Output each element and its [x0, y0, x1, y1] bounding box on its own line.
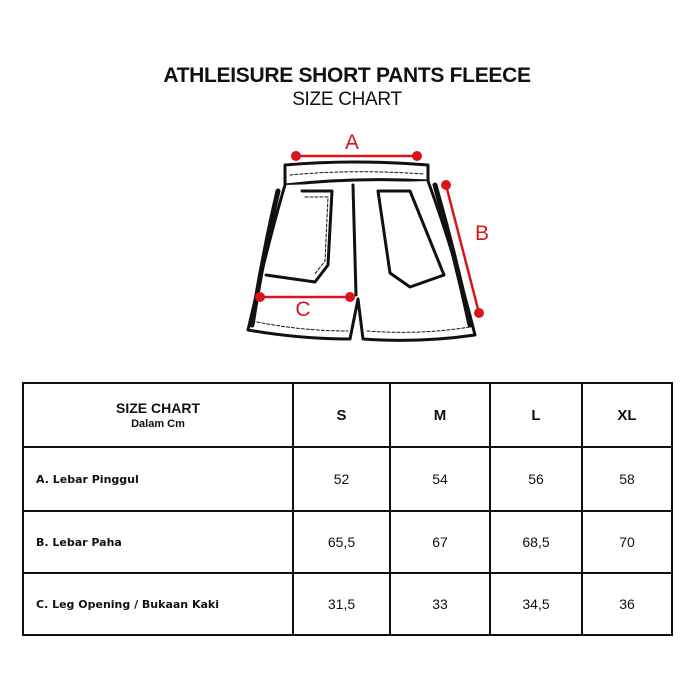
- shorts-illustration: [248, 162, 475, 340]
- table-cell: 31,5: [293, 573, 390, 635]
- table-header-title: SIZE CHART: [116, 400, 200, 416]
- table-cell: 34,5: [490, 573, 582, 635]
- table-cell: 52: [293, 447, 390, 511]
- table-cell: 58: [582, 447, 672, 511]
- table-cell: 33: [390, 573, 490, 635]
- table-header-title-cell: [23, 383, 293, 447]
- table-cell: 56: [490, 447, 582, 511]
- table-cell: 68,5: [490, 511, 582, 573]
- table-row: [23, 511, 672, 573]
- table-cell: 36: [582, 573, 672, 635]
- row-label: B. Lebar Paha: [23, 511, 293, 573]
- size-header-l: L: [490, 383, 582, 447]
- shorts-measurement-diagram: [230, 125, 500, 360]
- row-label: C. Leg Opening / Bukaan Kaki: [23, 573, 293, 635]
- page-title: ATHLEISURE SHORT PANTS FLEECE: [163, 64, 531, 87]
- measurement-b-label: B: [474, 222, 490, 245]
- table-row: [23, 447, 672, 511]
- table-header-row: [23, 383, 672, 447]
- size-chart-table: [22, 382, 673, 636]
- table-cell: 65,5: [293, 511, 390, 573]
- row-label: A. Lebar Pinggul: [23, 447, 293, 511]
- table-header-unit: Dalam Cm: [131, 418, 185, 430]
- table-row: [23, 573, 672, 635]
- page-subtitle: SIZE CHART: [292, 89, 402, 110]
- size-header-xl: XL: [582, 383, 672, 447]
- measurement-c-label: C: [295, 298, 311, 321]
- measurement-a-label: A: [344, 131, 360, 154]
- table-cell: 67: [390, 511, 490, 573]
- table-cell: 70: [582, 511, 672, 573]
- size-header-s: S: [293, 383, 390, 447]
- size-header-m: M: [390, 383, 490, 447]
- measurement-a-marker: [291, 131, 422, 161]
- table-cell: 54: [390, 447, 490, 511]
